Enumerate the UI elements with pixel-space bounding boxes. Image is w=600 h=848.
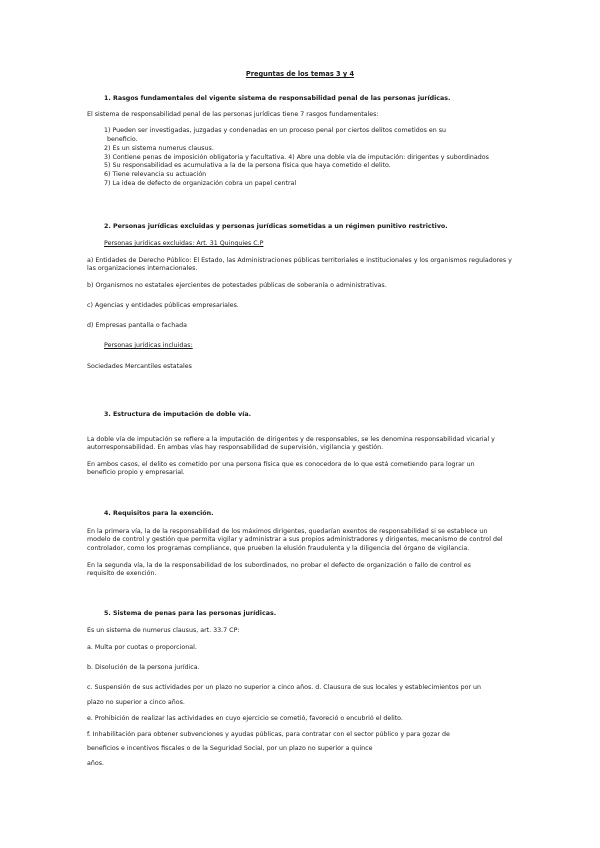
excluded-label: Personas jurídicas excluidas: Art. 31 Quinquies C.P [104, 240, 264, 247]
list-item: 5) Su responsabilidad es acumulativa a la de la persona física que haya cometido el delito. [104, 162, 391, 169]
list-item: beneficio. [107, 136, 138, 143]
penalty-e: e. Prohibición de realizar las actividades en cuyo ejercicio se cometió, favoreció o encubrió el delito. [87, 715, 403, 722]
penalty-f: f. Inhabilitación para obtener subvenciones y ayudas públicas, para contratar con el sector público y para gozar de [87, 731, 450, 738]
penalty-c-d: c. Suspensión de sus actividades por un plazo no superior a cinco años. d. Clausura de sus locales y establecimientos por un [87, 684, 482, 691]
excluded-item-d: d) Empresas pantalla o fachada [87, 322, 187, 329]
section-1-intro: El sistema de responsabilidad penal de las personas jurídicas tiene 7 rasgos fundamentales: [87, 111, 379, 118]
section-4-paragraph-1: En la primera vía, la de la responsabilidad de los máximos dirigentes, quedarían exentos de responsabilidad si se establece un modelo de control y gestión que permita vigilar y administrar a sus propios administradores y dirigentes, mecanismo de control del controlador, como los programas compliance, que prueben la elusión fraudulenta y la diligencia del órgano de vigilancia. [87, 528, 503, 552]
excluded-item-b: b) Organismos no estatales ejercientes de potestades públicas de soberanía o administrativas. [87, 282, 387, 289]
list-item: 6) Tiene relevancia su actuación [104, 171, 207, 178]
penalty-f-cont: beneficios e incentivos fiscales o de la Seguridad Social, por un plazo no superior a quince [87, 745, 373, 752]
included-label: Personas jurídicas incluidas: [104, 342, 193, 349]
section-5-intro: Es un sistema de numerus clausus, art. 33.7 CP: [87, 627, 240, 634]
section-1-heading: 1. Rasgos fundamentales del vigente sistema de responsabilidad penal de las personas jurídicas. [104, 95, 451, 102]
penalty-a: a. Multa por cuotas o proporcional. [87, 644, 197, 651]
list-item: 7) La idea de defecto de organización cobra un papel central [104, 180, 297, 187]
penalty-c-d-cont: plazo no superior a cinco años. [87, 699, 185, 706]
list-item: 2) Es un sistema numerus clausus. [104, 145, 214, 152]
excluded-item-c: c) Agencias y entidades públicas empresariales. [87, 302, 239, 309]
penalty-f-end: años. [87, 760, 104, 767]
section-4-heading: 4. Requisitos para la exención. [104, 510, 214, 517]
penalty-b: b. Disolución de la persona jurídica. [87, 664, 200, 671]
list-item: 3) Contiene penas de imposición obligatoria y facultativa. 4) Abre una doble vía de imputación: dirigentes y subordinados [104, 154, 489, 161]
page-title: Preguntas de los temas 3 y 4 [245, 70, 355, 78]
included-text: Sociedades Mercantiles estatales [87, 363, 192, 370]
section-5-heading: 5. Sistema de penas para las personas jurídicas. [104, 610, 277, 617]
section-2-heading: 2. Personas jurídicas excluidas y personas jurídicas sometidas a un régimen punitivo restrictivo. [104, 223, 448, 230]
section-4-paragraph-2: En la segunda vía, la de la responsabilidad de los subordinados, no probar el defecto de organización o fallo de control es requisito de exención. [87, 562, 471, 578]
section-3-paragraph-2: En ambos casos, el delito es cometido por una persona física que es conocedora de lo que está cometiendo para lograr un beneficio propio y empresarial. [87, 461, 475, 477]
list-item: 1) Pueden ser investigadas, juzgadas y condenadas en un proceso penal por ciertos delitos cometidos en su [104, 127, 446, 134]
section-3-paragraph-1: La doble vía de imputación se refiere a la imputación de dirigentes y de responsables, se les denomina responsabilidad vicarial y autorresponsabilidad. En ambas vías hay responsabilidad de supervisión, vigilancia y gestión. [87, 436, 495, 452]
excluded-item-a: a) Entidades de Derecho Público: El Estado, las Administraciones públicas territoriales e institucionales y los organismos reguladores y las organizaciones internacionales. [87, 257, 512, 273]
section-3-heading: 3. Estructura de imputación de doble vía. [104, 411, 252, 418]
